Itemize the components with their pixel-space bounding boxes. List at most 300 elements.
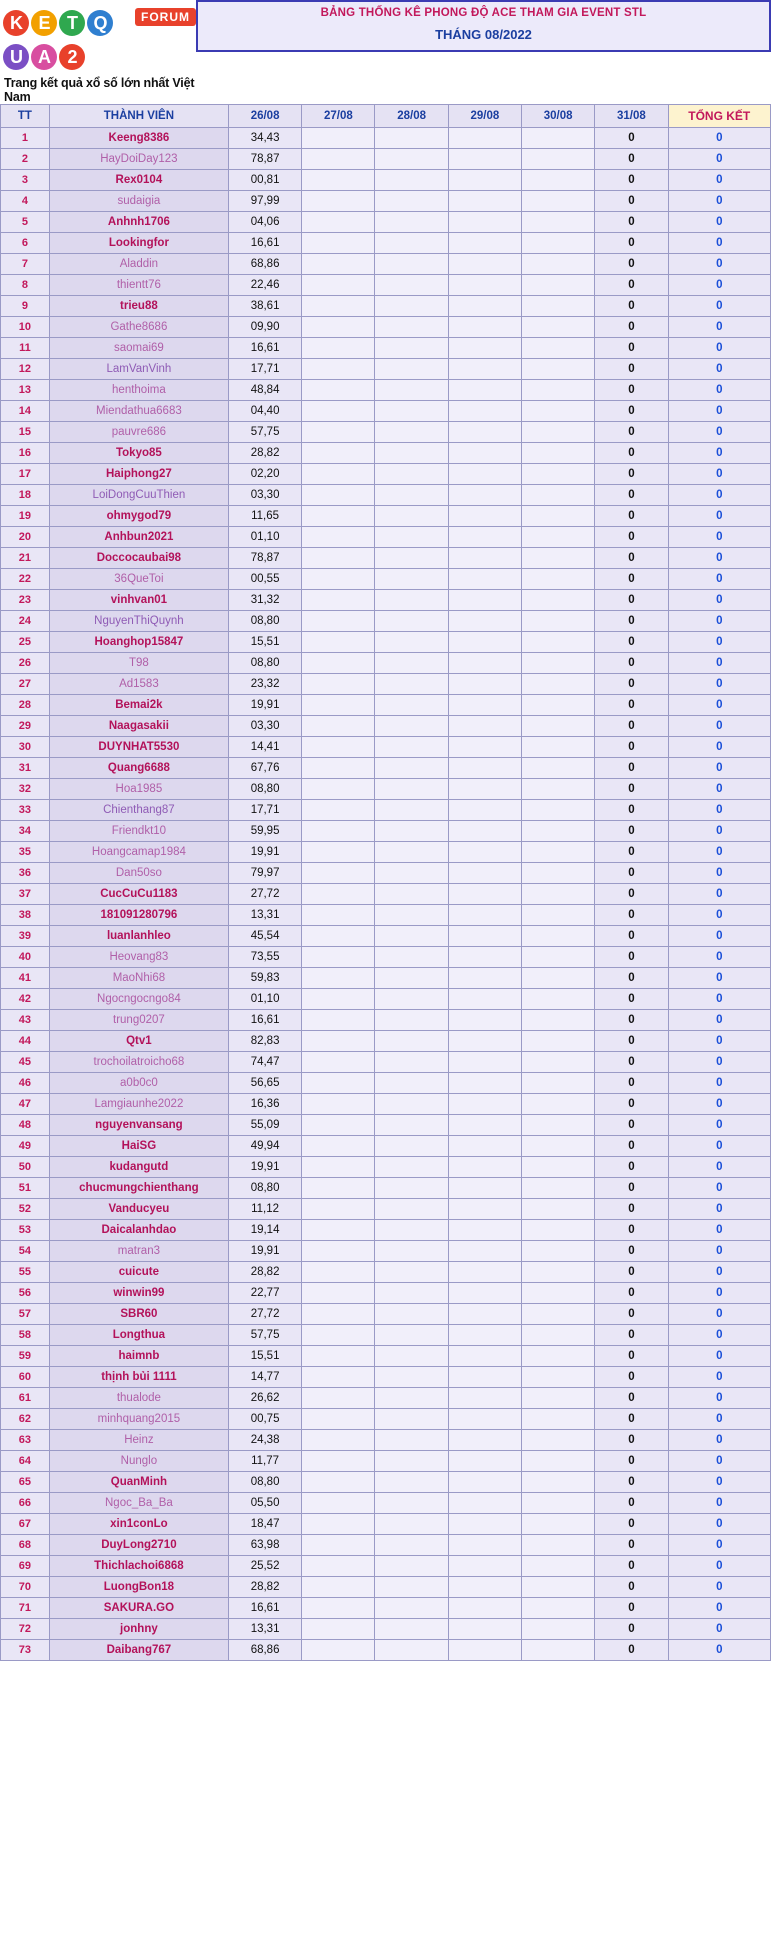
score-2808 <box>375 1136 448 1157</box>
site-logo[interactable] <box>0 0 196 104</box>
score-3008 <box>522 716 595 737</box>
score-3008 <box>522 128 595 149</box>
table-row <box>1 233 771 254</box>
table-row <box>1 1577 771 1598</box>
score-2608: 05,50 <box>228 1493 301 1514</box>
member-name[interactable] <box>49 926 228 947</box>
score-2808 <box>375 968 448 989</box>
member-name-text: Tokyo85 <box>115 447 162 459</box>
member-name[interactable] <box>49 485 228 506</box>
score-3108: 0 <box>595 716 668 737</box>
row-index: 21 <box>1 548 50 569</box>
member-name[interactable] <box>49 170 228 191</box>
member-name[interactable] <box>49 1283 228 1304</box>
member-name[interactable] <box>49 632 228 653</box>
member-name[interactable] <box>49 1514 228 1535</box>
member-name-text: Naagasakii <box>108 720 169 732</box>
score-3008 <box>522 611 595 632</box>
row-index: 61 <box>1 1388 50 1409</box>
table-row <box>1 548 771 569</box>
score-2908 <box>448 1052 521 1073</box>
score-2808 <box>375 758 448 779</box>
row-index: 36 <box>1 863 50 884</box>
score-2608: 17,71 <box>228 800 301 821</box>
score-2808 <box>375 611 448 632</box>
score-2608: 38,61 <box>228 296 301 317</box>
member-name[interactable] <box>49 1073 228 1094</box>
member-name[interactable] <box>49 800 228 821</box>
score-2908 <box>448 1388 521 1409</box>
score-2708 <box>302 1619 375 1640</box>
member-name[interactable] <box>49 1115 228 1136</box>
table-row <box>1 779 771 800</box>
score-3008 <box>522 1262 595 1283</box>
member-name-text: chucmungchienthang <box>79 1182 199 1194</box>
score-2708 <box>302 842 375 863</box>
member-name-text: thientt76 <box>116 279 161 291</box>
member-name-text: nguyenvansang <box>95 1119 183 1131</box>
member-name[interactable] <box>49 275 228 296</box>
member-name[interactable] <box>49 338 228 359</box>
member-name-text: Heovang83 <box>109 951 169 963</box>
row-index: 13 <box>1 380 50 401</box>
score-3108: 0 <box>595 884 668 905</box>
score-2608: 15,51 <box>228 1346 301 1367</box>
score-2708 <box>302 359 375 380</box>
member-name[interactable] <box>49 842 228 863</box>
score-2608: 28,82 <box>228 1262 301 1283</box>
table-row <box>1 1556 771 1577</box>
score-2708 <box>302 863 375 884</box>
row-total: 0 <box>668 128 770 149</box>
member-name[interactable] <box>49 1535 228 1556</box>
table-row <box>1 1157 771 1178</box>
score-2608: 63,98 <box>228 1535 301 1556</box>
member-name[interactable] <box>49 821 228 842</box>
score-2608: 74,47 <box>228 1052 301 1073</box>
score-2708 <box>302 191 375 212</box>
score-3108: 0 <box>595 317 668 338</box>
row-total: 0 <box>668 569 770 590</box>
score-2908 <box>448 233 521 254</box>
member-name[interactable] <box>49 905 228 926</box>
score-2908 <box>448 758 521 779</box>
row-index: 33 <box>1 800 50 821</box>
table-row <box>1 1304 771 1325</box>
score-3108: 0 <box>595 338 668 359</box>
row-index: 43 <box>1 1010 50 1031</box>
row-index: 55 <box>1 1262 50 1283</box>
score-2908 <box>448 1304 521 1325</box>
score-2608: 78,87 <box>228 548 301 569</box>
table-row <box>1 191 771 212</box>
table-row <box>1 1388 771 1409</box>
score-2608: 16,36 <box>228 1094 301 1115</box>
score-2608: 25,52 <box>228 1556 301 1577</box>
score-3108: 0 <box>595 422 668 443</box>
member-name[interactable] <box>49 1619 228 1640</box>
score-2908 <box>448 1535 521 1556</box>
member-name[interactable] <box>49 1388 228 1409</box>
score-2908 <box>448 464 521 485</box>
score-2608: 11,65 <box>228 506 301 527</box>
score-2608: 31,32 <box>228 590 301 611</box>
score-2608: 16,61 <box>228 1010 301 1031</box>
member-name[interactable] <box>49 1451 228 1472</box>
score-2808 <box>375 1241 448 1262</box>
member-name[interactable] <box>49 863 228 884</box>
member-name[interactable] <box>49 1199 228 1220</box>
row-total: 0 <box>668 275 770 296</box>
logo-wordmark <box>2 4 131 72</box>
score-2708 <box>302 1598 375 1619</box>
score-3008 <box>522 1010 595 1031</box>
row-index: 3 <box>1 170 50 191</box>
member-name[interactable] <box>49 1136 228 1157</box>
row-index: 73 <box>1 1640 50 1661</box>
score-2908 <box>448 254 521 275</box>
member-name[interactable] <box>49 254 228 275</box>
score-2908 <box>448 1325 521 1346</box>
member-name[interactable] <box>49 1010 228 1031</box>
score-3108: 0 <box>595 1577 668 1598</box>
row-total: 0 <box>668 191 770 212</box>
score-2808 <box>375 275 448 296</box>
score-3008 <box>522 842 595 863</box>
row-index: 56 <box>1 1283 50 1304</box>
member-name[interactable] <box>49 1220 228 1241</box>
table-row <box>1 317 771 338</box>
row-index: 2 <box>1 149 50 170</box>
member-name-text: saomai69 <box>113 342 164 354</box>
score-2808 <box>375 338 448 359</box>
score-2708 <box>302 233 375 254</box>
table-row <box>1 254 771 275</box>
score-3008 <box>522 821 595 842</box>
score-2908 <box>448 1598 521 1619</box>
score-2808 <box>375 926 448 947</box>
score-2908 <box>448 338 521 359</box>
table-row <box>1 1451 771 1472</box>
member-name[interactable] <box>49 1094 228 1115</box>
member-name[interactable] <box>49 779 228 800</box>
score-3008 <box>522 1535 595 1556</box>
row-total: 0 <box>668 905 770 926</box>
member-name-text: Hoa1985 <box>115 783 163 795</box>
member-name-text: jonhny <box>120 1623 158 1635</box>
table-row <box>1 1346 771 1367</box>
member-name[interactable] <box>49 1430 228 1451</box>
score-2608: 59,95 <box>228 821 301 842</box>
member-name[interactable] <box>49 380 228 401</box>
score-2608: 57,75 <box>228 422 301 443</box>
score-3108: 0 <box>595 968 668 989</box>
score-2708 <box>302 485 375 506</box>
row-index: 47 <box>1 1094 50 1115</box>
member-name[interactable] <box>49 233 228 254</box>
row-index: 34 <box>1 821 50 842</box>
score-3008 <box>522 1472 595 1493</box>
score-3008 <box>522 296 595 317</box>
forum-badge[interactable]: FORUM <box>135 8 196 26</box>
score-2808 <box>375 737 448 758</box>
row-total: 0 <box>668 170 770 191</box>
score-2808 <box>375 1451 448 1472</box>
score-3108: 0 <box>595 1640 668 1661</box>
member-name-text: kudangutd <box>109 1161 169 1173</box>
score-2608: 14,77 <box>228 1367 301 1388</box>
table-row <box>1 296 771 317</box>
score-2908 <box>448 1283 521 1304</box>
score-3008 <box>522 401 595 422</box>
score-3108: 0 <box>595 191 668 212</box>
score-2708 <box>302 275 375 296</box>
score-3008 <box>522 275 595 296</box>
member-name[interactable] <box>49 212 228 233</box>
row-index: 60 <box>1 1367 50 1388</box>
score-2708 <box>302 821 375 842</box>
member-name[interactable] <box>49 422 228 443</box>
row-index: 20 <box>1 527 50 548</box>
score-2908 <box>448 632 521 653</box>
score-2908 <box>448 1199 521 1220</box>
score-2808 <box>375 464 448 485</box>
score-3108: 0 <box>595 149 668 170</box>
member-name[interactable] <box>49 1493 228 1514</box>
table-row <box>1 989 771 1010</box>
member-name[interactable] <box>49 1325 228 1346</box>
member-name[interactable] <box>49 1178 228 1199</box>
score-2808 <box>375 1073 448 1094</box>
score-2808 <box>375 653 448 674</box>
member-name[interactable] <box>49 1640 228 1661</box>
score-2608: 17,71 <box>228 359 301 380</box>
member-name-text: haimnb <box>118 1350 160 1362</box>
score-3008 <box>522 1157 595 1178</box>
score-2608: 48,84 <box>228 380 301 401</box>
row-index: 65 <box>1 1472 50 1493</box>
row-total: 0 <box>668 1640 770 1661</box>
member-name[interactable] <box>49 1409 228 1430</box>
member-name[interactable] <box>49 674 228 695</box>
score-2608: 04,40 <box>228 401 301 422</box>
score-2608: 13,31 <box>228 1619 301 1640</box>
score-2908 <box>448 884 521 905</box>
member-name[interactable] <box>49 1577 228 1598</box>
member-name[interactable] <box>49 989 228 1010</box>
score-3008 <box>522 779 595 800</box>
score-2808 <box>375 128 448 149</box>
score-3108: 0 <box>595 1241 668 1262</box>
table-row <box>1 1619 771 1640</box>
member-name[interactable] <box>49 569 228 590</box>
score-3008 <box>522 170 595 191</box>
row-index: 18 <box>1 485 50 506</box>
member-name[interactable] <box>49 296 228 317</box>
row-total: 0 <box>668 1199 770 1220</box>
member-name[interactable] <box>49 191 228 212</box>
score-3008 <box>522 422 595 443</box>
row-total: 0 <box>668 1241 770 1262</box>
stats-table <box>0 104 771 1661</box>
score-2808 <box>375 905 448 926</box>
member-name[interactable] <box>49 1472 228 1493</box>
table-row <box>1 1472 771 1493</box>
score-3108: 0 <box>595 758 668 779</box>
score-3008 <box>522 1031 595 1052</box>
score-3008 <box>522 590 595 611</box>
score-3108: 0 <box>595 1535 668 1556</box>
header-day-2708: 27/08 <box>302 105 375 128</box>
score-3008 <box>522 359 595 380</box>
member-name[interactable] <box>49 401 228 422</box>
member-name[interactable] <box>49 1241 228 1262</box>
score-2908 <box>448 1010 521 1031</box>
member-name[interactable] <box>49 884 228 905</box>
site-tagline: Trang kết quả xổ số lớn nhất Việt Nam <box>4 76 195 104</box>
score-2808 <box>375 212 448 233</box>
member-name[interactable] <box>49 1556 228 1577</box>
score-2608: 19,91 <box>228 695 301 716</box>
member-name[interactable] <box>49 695 228 716</box>
member-name[interactable] <box>49 716 228 737</box>
score-3108: 0 <box>595 1325 668 1346</box>
row-index: 41 <box>1 968 50 989</box>
score-2908 <box>448 926 521 947</box>
score-2708 <box>302 422 375 443</box>
score-3008 <box>522 1451 595 1472</box>
row-index: 14 <box>1 401 50 422</box>
member-name[interactable] <box>49 1598 228 1619</box>
table-row <box>1 170 771 191</box>
member-name[interactable] <box>49 1367 228 1388</box>
score-2808 <box>375 422 448 443</box>
member-name[interactable] <box>49 1157 228 1178</box>
score-2608: 26,62 <box>228 1388 301 1409</box>
row-total: 0 <box>668 1010 770 1031</box>
table-row <box>1 884 771 905</box>
member-name[interactable] <box>49 527 228 548</box>
member-name-text: Chienthang87 <box>103 804 175 816</box>
member-name-text: Hoangcamap1984 <box>91 846 186 858</box>
member-name[interactable] <box>49 317 228 338</box>
score-3108: 0 <box>595 1199 668 1220</box>
score-3108: 0 <box>595 1010 668 1031</box>
row-index: 15 <box>1 422 50 443</box>
score-3108: 0 <box>595 1031 668 1052</box>
score-2808 <box>375 1556 448 1577</box>
member-name-text: Ngocngocngo84 <box>97 993 181 1005</box>
score-2908 <box>448 170 521 191</box>
row-index: 7 <box>1 254 50 275</box>
member-name-text: trieu88 <box>120 300 158 312</box>
score-3008 <box>522 233 595 254</box>
score-3008 <box>522 884 595 905</box>
score-2608: 22,77 <box>228 1283 301 1304</box>
row-total: 0 <box>668 1598 770 1619</box>
score-2608: 79,97 <box>228 863 301 884</box>
member-name[interactable] <box>49 443 228 464</box>
score-2808 <box>375 1052 448 1073</box>
row-total: 0 <box>668 380 770 401</box>
member-name[interactable] <box>49 1304 228 1325</box>
member-name[interactable] <box>49 1262 228 1283</box>
score-2708 <box>302 1010 375 1031</box>
member-name[interactable] <box>49 1052 228 1073</box>
member-name[interactable] <box>49 1031 228 1052</box>
score-2808 <box>375 1577 448 1598</box>
score-2808 <box>375 1178 448 1199</box>
score-2708 <box>302 1304 375 1325</box>
member-name[interactable] <box>49 653 228 674</box>
score-2708 <box>302 1388 375 1409</box>
score-2608: 11,77 <box>228 1451 301 1472</box>
row-index: 39 <box>1 926 50 947</box>
score-2608: 19,14 <box>228 1220 301 1241</box>
table-row <box>1 569 771 590</box>
table-row <box>1 632 771 653</box>
member-name-text: trochoilatroicho68 <box>93 1056 185 1068</box>
member-name-text: Ngoc_Ba_Ba <box>105 1497 173 1509</box>
score-3108: 0 <box>595 443 668 464</box>
score-2608: 22,46 <box>228 275 301 296</box>
member-name[interactable] <box>49 128 228 149</box>
score-3008 <box>522 1430 595 1451</box>
member-name-text: 181091280796 <box>100 909 178 921</box>
member-name[interactable] <box>49 947 228 968</box>
score-2908 <box>448 506 521 527</box>
score-2908 <box>448 779 521 800</box>
member-name-text: CucCuCu1183 <box>100 888 178 900</box>
member-name[interactable] <box>49 149 228 170</box>
member-name[interactable] <box>49 359 228 380</box>
score-2908 <box>448 569 521 590</box>
score-2708 <box>302 548 375 569</box>
member-name[interactable] <box>49 506 228 527</box>
score-2608: 73,55 <box>228 947 301 968</box>
score-3108: 0 <box>595 212 668 233</box>
member-name[interactable] <box>49 464 228 485</box>
row-index: 49 <box>1 1136 50 1157</box>
member-name-text: pauvre686 <box>111 426 167 438</box>
member-name[interactable] <box>49 758 228 779</box>
score-2908 <box>448 1472 521 1493</box>
score-2908 <box>448 674 521 695</box>
score-2808 <box>375 863 448 884</box>
table-row <box>1 1598 771 1619</box>
member-name[interactable] <box>49 737 228 758</box>
score-2608: 13,31 <box>228 905 301 926</box>
member-name-text: Ad1583 <box>119 678 159 690</box>
table-row <box>1 1514 771 1535</box>
member-name[interactable] <box>49 1346 228 1367</box>
score-2708 <box>302 338 375 359</box>
score-2808 <box>375 1367 448 1388</box>
member-name[interactable] <box>49 548 228 569</box>
row-index: 72 <box>1 1619 50 1640</box>
table-row <box>1 674 771 695</box>
score-2908 <box>448 905 521 926</box>
score-2608: 08,80 <box>228 653 301 674</box>
member-name[interactable] <box>49 590 228 611</box>
member-name[interactable] <box>49 611 228 632</box>
row-total: 0 <box>668 1514 770 1535</box>
table-row <box>1 128 771 149</box>
score-2808 <box>375 296 448 317</box>
header-day-3008: 30/08 <box>522 105 595 128</box>
member-name[interactable] <box>49 968 228 989</box>
member-name-text: Heinz <box>124 1434 154 1446</box>
